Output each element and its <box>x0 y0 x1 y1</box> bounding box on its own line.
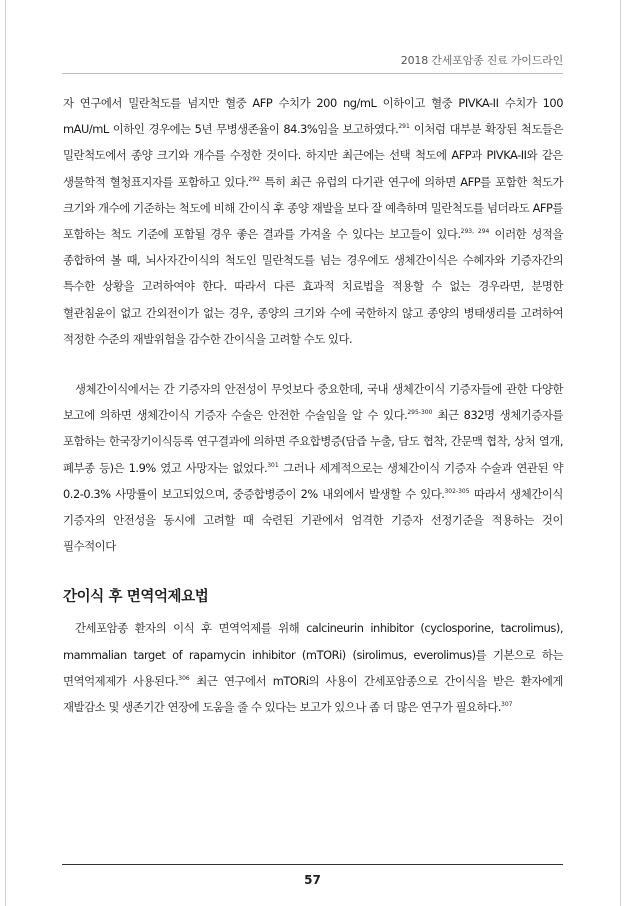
body-content <box>63 90 563 744</box>
text-run: 이처럼 대부분 확장된 척도들은 밀란척도에서 종양 크기와 개수를 수정한 것이다. 하지만 최근에는 선택 척도에 AFP과 PIVKA-II와 같은 생물학적 혈청표지자를 포함하고 있다. <box>63 122 563 189</box>
text-run: 간세포암종 환자의 이식 후 면역억제를 위해 calcineurin inhibitor (cyclosporine, tacrolimus), mammalian target of rapamycin inhibitor (mTORi) (sirolimus, everolimus)를 기본으로 하는 면역억제제가 사용된다. <box>63 621 563 688</box>
text-run: 이러한 성적을 종합하여 볼 때, 뇌사자간이식의 척도인 밀란척도를 넘는 경우에도 생체간이식은 수혜자와 기증자간의 특수한 상황을 고려하여야 한다. 따라서 다른 효과적 치료법을 적용할 수 없는 경우라면, 분명한 혈관침윤이 없고 간외전이가 없는 경우, 종양의 크기와 수에 국한하지 않고 종양의 병태생리를 고려하여 적정한 수준의 재발위험을 감수한 간이식을 고려할 수도 있다. <box>63 227 563 346</box>
citation: 306 <box>178 674 190 682</box>
text-run: 생체간이식에서는 간 기증자의 안전성이 무엇보다 중요한데, 국내 생체간이식 기증자들에 관한 다양한 보고에 의하면 생체간이식 기증자 수술은 안전한 수술임을 알 수 있다. <box>63 382 563 423</box>
citation: 307 <box>501 701 513 709</box>
text-run: 그러나 세계적으로는 생체간이식 기증자 수술과 연관된 약 0.2-0.3% 사망률이 보고되었으며, 중증합병증이 2% 내외에서 발생할 수 있다. <box>63 460 564 501</box>
header-divider <box>62 73 563 74</box>
citation: 291 <box>398 123 410 131</box>
citation: 293, 294 <box>460 228 490 236</box>
page-number: 57 <box>304 873 321 887</box>
page-edge-right <box>620 0 621 906</box>
page-edge-left <box>5 0 6 906</box>
running-header: 2018 간세포암종 진료 가이드라인 <box>400 54 563 67</box>
text-run: 최근 연구에서 mTORi의 사용이 간세포암종으로 간이식을 받은 환자에게 재발감소 및 생존기간 연장에 도움을 줄 수 있다는 보고가 있으나 좀 더 많은 연구가 필요하다. <box>63 673 563 715</box>
section-heading: 간이식 후 면역억제요법 <box>63 589 209 606</box>
footer-divider <box>62 864 563 865</box>
text-run: 따라서 생체간이식 기증자의 안전성을 동시에 고려할 때 숙련된 기관에서 엄격한 기증자 선정기준을 적용하는 것이 필수적이다 <box>63 486 563 554</box>
citation: 292 <box>248 175 260 183</box>
citation: 295-300 <box>407 409 433 417</box>
citation: 302-305 <box>444 487 470 495</box>
paragraph-3 <box>63 615 563 720</box>
paragraph-1 <box>63 90 563 352</box>
text-run: 특히 최근 유럽의 다기관 연구에 의하면 AFP를 포함한 척도가 크기와 개수에 기준하는 척도에 비해 간이식 후 종양 재발을 보다 잘 예측하며 밀란척도를 넘더라도 AFP를 포함하는 척도 기준에 포함될 경우 좋은 결과를 가져올 수 있다는 보고들이 있다. <box>63 174 563 242</box>
text-run: 자 연구에서 밀란척도를 넘지만 혈중 AFP 수치가 200 ng/mL 이하이고 혈중 PIVKA-II 수치가 100 mAU/mL 이하인 경우에는 5년 무병생존율이 84.3%임을 보고하였다. <box>63 96 563 137</box>
paragraph-2 <box>63 376 563 559</box>
citation: 301 <box>267 461 279 469</box>
text-run: 최근 832명 생체기증자를 포함하는 한국장기이식등록 연구결과에 의하면 주요합병증(담즙 누출, 담도 협착, 간문맥 협착, 상처 열개, 폐부종 등)은 1.9% 였고 사망자는 없었다. <box>63 408 563 475</box>
